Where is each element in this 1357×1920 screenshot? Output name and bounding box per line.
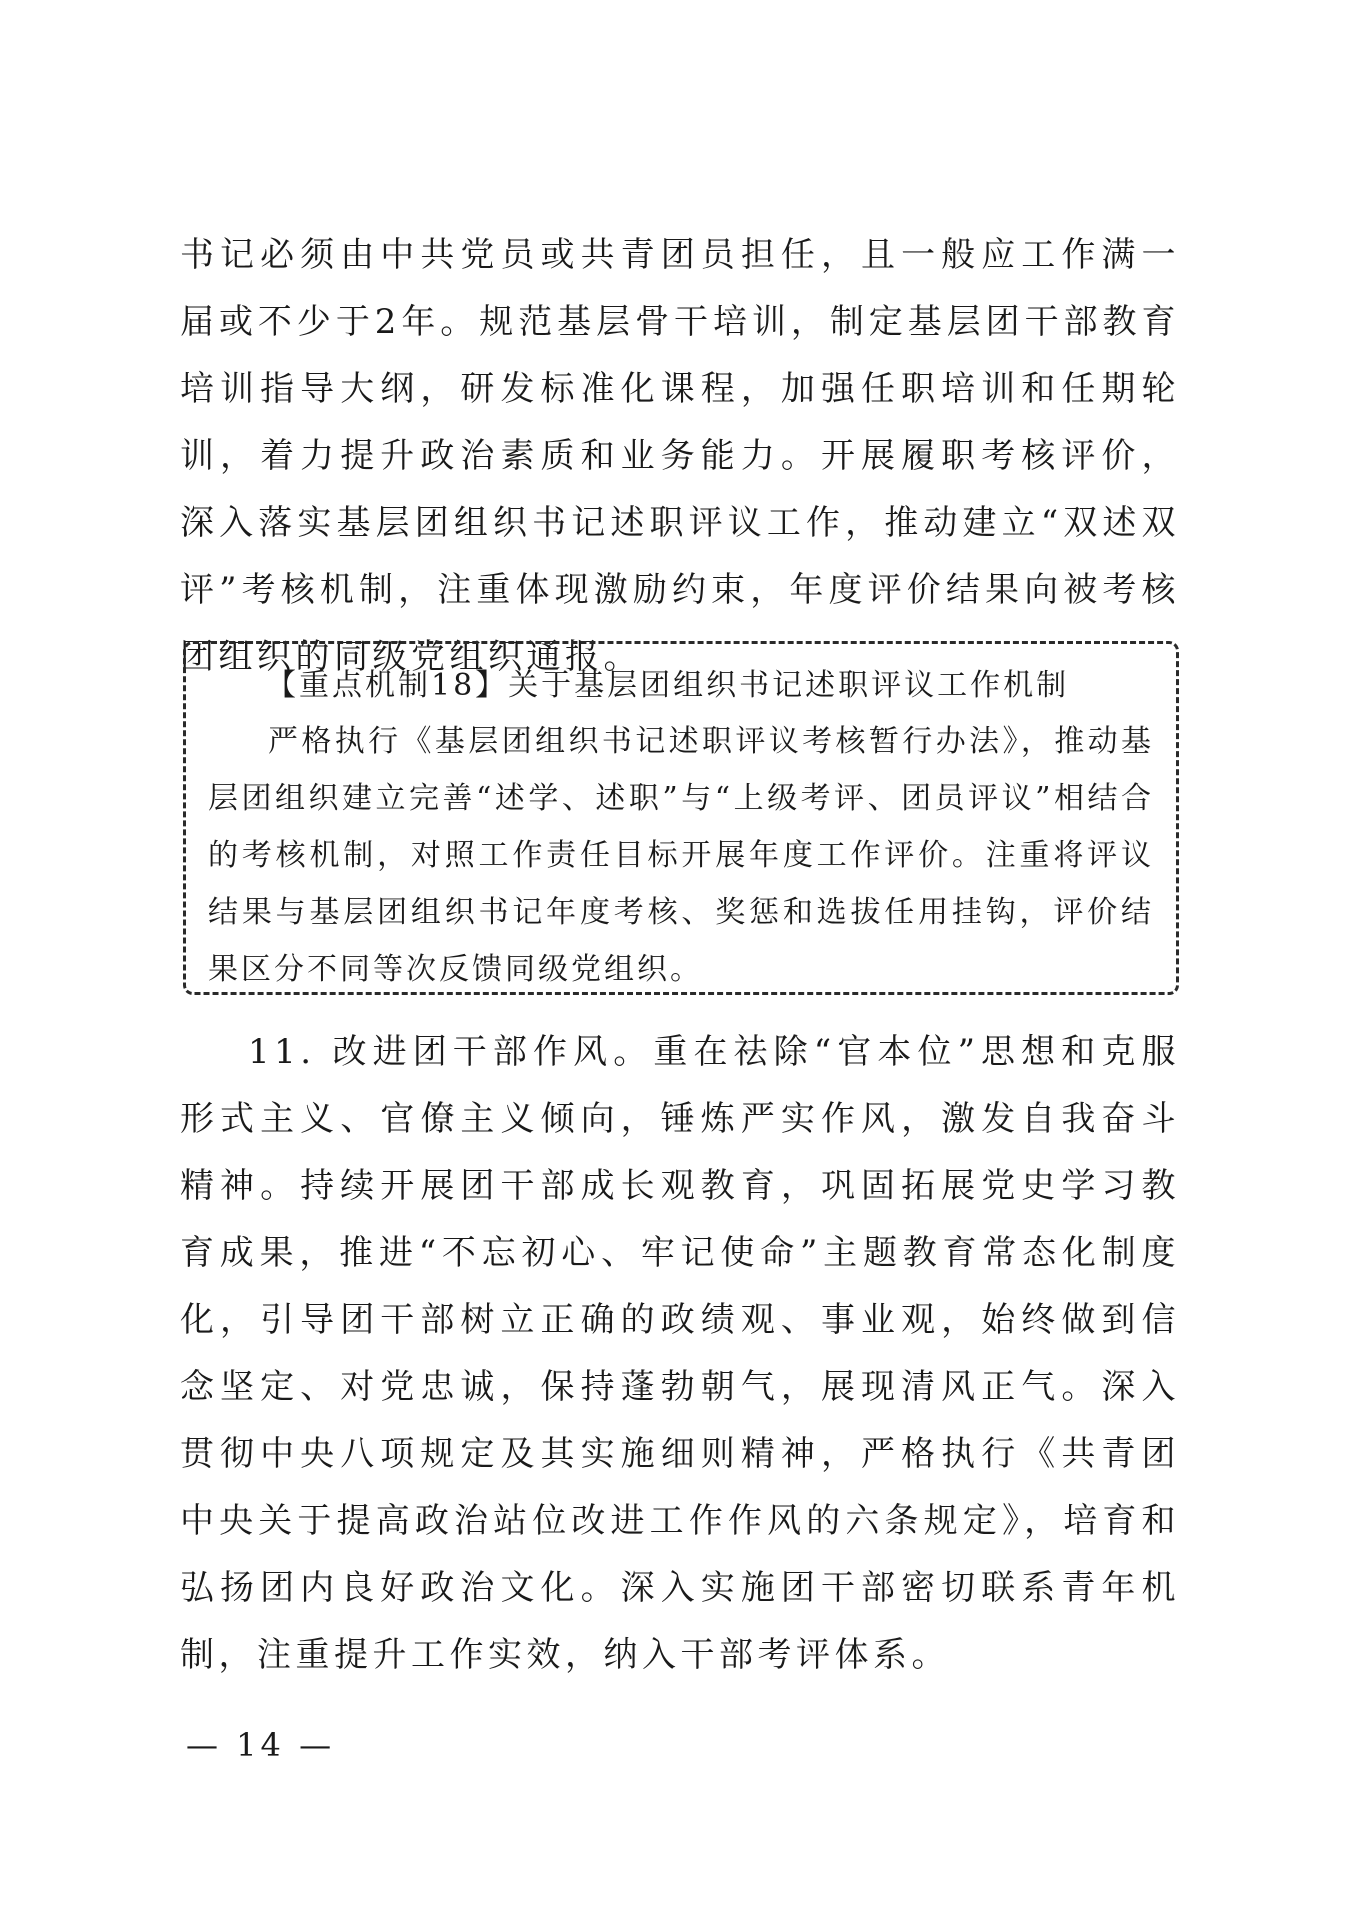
key-mechanism-box <box>183 641 1179 995</box>
body-paragraph-section-11: 11. 改进团干部作风。重在祛除“官本位”思想和克服形式主义、官僚主义倾向，锤炼严实作风，激发自我奋斗精神。持续开展团干部成长观教育，巩固拓展党史学习教育成果，推进“不忘初心、牢记使命”主题教育常态化制度化，引导团干部树立正确的政绩观、事业观，始终做到信念坚定、对党忠诚，保持蓬勃朝气，展现清风正气。深入贯彻中央八项规定及其实施细则精神，严格执行《共青团中央关于提高政治站位改进工作作风的六条规定》，培育和弘扬团内良好政治文化。深入实施团干部密切联系青年机制，注重提升工作实效，纳入干部考评体系。 <box>180 1032 1180 1675</box>
body-paragraph-continuation: 书记必须由中共党员或共青团员担任，且一般应工作满一届或不少于2年。规范基层骨干培训，制定基层团干部教育培训指导大纲，研发标准化课程，加强任职培训和任期轮训，着力提升政治素质和业务能力。开展履职考核评价，深入落实基层团组织书记述职评议工作，推动建立“双述双评”考核机制，注重体现激励约束，年度评价结果向被考核团组织的同级党组织通报。 <box>180 235 1180 677</box>
key-mechanism-body: 严格执行《基层团组织书记述职评议考核暂行办法》，推动基层团组织建立完善“述学、述职”与“上级考评、团员评议”相结合的考核机制，对照工作责任目标开展年度工作评价。注重将评议结果与基层团组织书记年度考核、奖惩和选拔任用挂钩，评价结果区分不同等次反馈同级党组织。 <box>208 724 1154 987</box>
key-mechanism-title: 【重点机制18】关于基层团组织书记述职评议工作机制 <box>266 668 1070 703</box>
page-number: — 14 — <box>186 1726 336 1764</box>
